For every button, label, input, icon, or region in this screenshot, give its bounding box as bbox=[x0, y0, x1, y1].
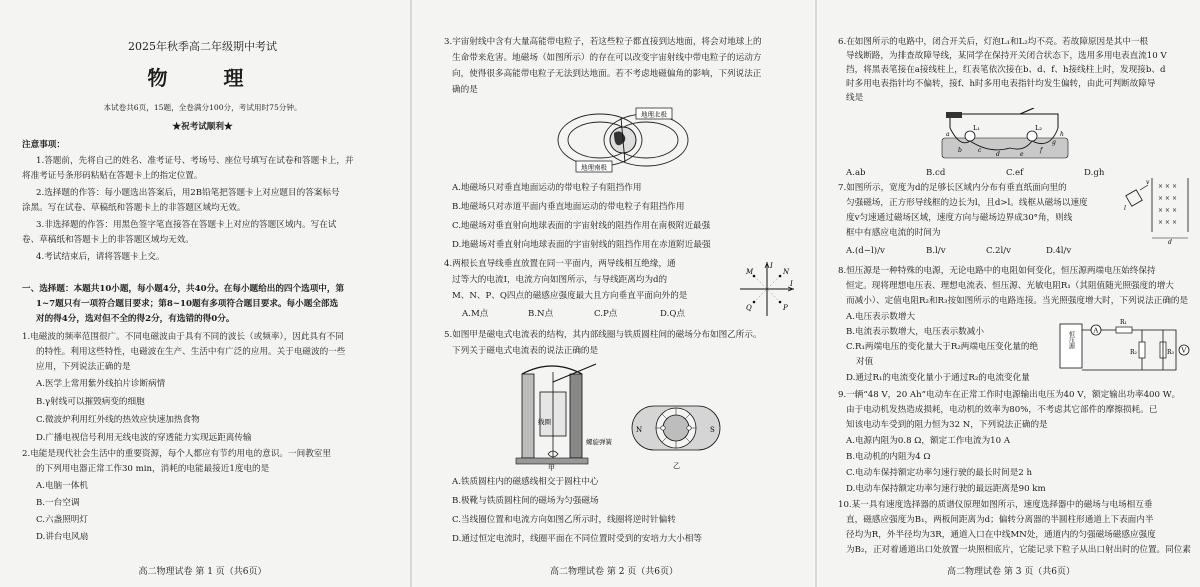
page-3-footer: 高二物理试卷 第 3 页（共6页） bbox=[946, 567, 1076, 577]
q5-option-d: D.通过恒定电流时，线圈平面在不同位置时受到的安培力大小相等 bbox=[452, 534, 702, 544]
q8-option-c-line1: C.R₁两端电压的变化量大于R₂两端电压变化量的绝 bbox=[846, 342, 1039, 352]
q3-stem-c: 向，使得很多高能带电粒子无法到达地面。若不考虑地磁偏角的影响，下列说法正 bbox=[452, 69, 762, 79]
label-q: Q bbox=[746, 304, 752, 312]
earth-magnetic-field-figure bbox=[548, 100, 698, 176]
q7-stem-b: 匀强磁场，正方形导线框的边长为l，且d>l。线框从磁场以速度 bbox=[846, 198, 1088, 208]
label-b: b bbox=[958, 147, 962, 154]
label-f: f bbox=[1040, 147, 1043, 154]
q7-option-c: C.2l/v bbox=[986, 246, 1011, 256]
label-g: g bbox=[1052, 139, 1056, 146]
q8-option-d: D.通过R₁的电流变化量小于通过R₂的电流变化量 bbox=[846, 373, 1030, 383]
switch-lever bbox=[1020, 108, 1034, 114]
resistor-r2 bbox=[1139, 342, 1145, 358]
q6-stem-e: 线是 bbox=[846, 93, 864, 103]
q9-stem-a: 9.一辆“48 V，20 Ah”电动车在正常工作时电源输出电压为40 V，额定输出功率400 W。 bbox=[838, 390, 1181, 400]
page-3 bbox=[822, 0, 1200, 587]
resistor-r1 bbox=[1116, 327, 1132, 333]
q2-option-c: C.六盏照明灯 bbox=[36, 515, 88, 525]
q7-option-a: A.(d−l)/v bbox=[846, 246, 885, 256]
south-pole-label: 地理南极 bbox=[581, 163, 607, 172]
spring-label: 螺旋弹簧 bbox=[586, 438, 612, 446]
voltmeter-label: V bbox=[1181, 346, 1187, 355]
q4-option-d: D.Q点 bbox=[660, 309, 685, 319]
exam-info: 本试卷共6页，15题，全卷满分100分，考试用时75分钟。 bbox=[103, 103, 302, 112]
subject-title: 物 理 bbox=[147, 66, 258, 90]
page-divider-2 bbox=[815, 0, 817, 587]
label-r3: R₃ bbox=[1167, 349, 1174, 356]
label-a: a bbox=[946, 131, 950, 138]
q4-option-a: A.M点 bbox=[462, 309, 489, 319]
q10-stem-b: 直，磁感应强度为B₁，两板间距离为d；偏转分离器的半圆柱形通道上下表面内半 bbox=[846, 515, 1154, 525]
north-pole-label: 地理北极 bbox=[641, 110, 667, 119]
q5-option-b: B.极靴与铁质圆柱间的磁场为匀强磁场 bbox=[452, 496, 599, 506]
label-h: h bbox=[1060, 131, 1064, 138]
q9-option-a: A.电源内阻为0.8 Ω，额定工作电流为10 A bbox=[846, 436, 1011, 446]
constant-voltage-circuit-figure bbox=[1056, 310, 1194, 380]
q8-stem-c: 而减小）、定值电阻R₂和R₃按如图所示的电路连接。当光照强度增大时，下列说法正确的是 bbox=[846, 296, 1189, 306]
square-frame bbox=[1126, 190, 1142, 206]
q6-option-c: C.ef bbox=[1006, 168, 1024, 178]
q8-stem-a: 8.恒压源是一种特殊的电源，无论电路中的电阻如何变化，恒压源两端电压始终保持 bbox=[838, 266, 1156, 276]
q7-stem-a: 7.如图所示，宽度为d的足够长区域内分布有垂直纸面向里的 bbox=[838, 183, 1067, 193]
q9-option-c: C.电动车保持额定功率匀速行驶的最长时间是2 h bbox=[846, 468, 1033, 478]
bulb-l2 bbox=[1027, 131, 1037, 141]
pole-n-label: N bbox=[636, 426, 643, 434]
figure-yi-label: 乙 bbox=[673, 462, 680, 470]
coil-side-right bbox=[687, 426, 691, 430]
q7-option-d: D.4l/v bbox=[1046, 246, 1072, 256]
q1-stem-a: 1.电磁波的频率范围很广。不同电磁波由于具有不同的波长（或频率），因此具有不同 bbox=[22, 332, 344, 342]
svg-text:×: × bbox=[1172, 183, 1178, 190]
q2-option-b: B.一台空调 bbox=[36, 498, 80, 508]
q1-option-b: B.γ射线可以摧毁病变的细胞 bbox=[36, 397, 145, 407]
page-divider-1 bbox=[410, 0, 412, 587]
q4-stem-a: 4.两根长直导线垂直放置在同一平面内，两导线相互绝缘，通 bbox=[444, 259, 676, 269]
q8-option-c-line2: 对值 bbox=[856, 357, 874, 367]
q9-option-d: D.电动车保持额定功率匀速行驶的最远距离是90 km bbox=[846, 484, 1046, 494]
q9-stem-b: 由于电动机发热造成损耗，电动机的效率为80%，不考虑其它部件的摩擦损耗。已 bbox=[846, 405, 1158, 415]
label-n: N bbox=[783, 268, 790, 276]
q9-stem-c: 知该电动车受到的阻力恒为32 N，下列说法正确的是 bbox=[846, 420, 1048, 430]
figure-jia-label: 甲 bbox=[548, 464, 555, 472]
label-l1: L₁ bbox=[973, 124, 980, 132]
bulb-l1 bbox=[965, 131, 975, 141]
q1-stem-b: 的特性。利用这些特性，电磁波在生产、生活中有广泛的应用。关于电磁波的一些 bbox=[36, 347, 346, 357]
q8-option-b: B.电流表示数增大，电压表示数减小 bbox=[846, 327, 984, 337]
notice-1a: 1.答题前，先将自己的姓名、准考证号、考场号、座位号填写在试卷和答题卡上，并 bbox=[36, 156, 354, 166]
point-q bbox=[753, 301, 756, 304]
q6-option-a: A.ab bbox=[846, 168, 866, 178]
q8-stem-b: 恒定。现将理想电压表、理想电流表、恒压源、光敏电阻R₁（其阻值随光照强度的增大 bbox=[846, 281, 1174, 291]
section-1-line-a: 一、选择题：本题共10小题，每小题4分，共40分。在每小题给出的四个选项中，第 bbox=[22, 284, 345, 294]
label-d: d bbox=[1168, 239, 1172, 244]
notice-4: 4.考试结束后，请将答题卡上交。 bbox=[36, 252, 165, 262]
q3-stem-b: 生命带来危害。地磁场（如图所示）的存在可以改变宇宙射线中带电粒子的运动方 bbox=[452, 53, 762, 63]
notice-2a: 2.选择题的作答：每小题选出答案后，用2B铅笔把答题卡上对应题目的答案标号 bbox=[36, 188, 340, 198]
magnet-left bbox=[522, 374, 534, 458]
coil-label: 线圈 bbox=[538, 418, 551, 426]
voltage-source-label: 恒压源 bbox=[1067, 331, 1075, 349]
svg-text:× ×: × × bbox=[1158, 183, 1170, 190]
q6-stem-b: 导线断路，为排查故障导线，某同学在保持开关闭合状态下，选用多用电表直流10 V bbox=[846, 51, 1167, 61]
q2-option-d: D.讲台电风扇 bbox=[36, 532, 89, 542]
two-wires-figure bbox=[736, 258, 798, 320]
q4-stem-c: M、N、P、Q四点的磁感应强度最大且方向垂直平面向外的是 bbox=[452, 291, 688, 301]
q3-option-c: C.地磁场对垂直射向地球表面的宇宙射线的阻挡作用在南极附近最强 bbox=[452, 221, 711, 231]
q4-option-c: C.P点 bbox=[594, 309, 618, 319]
label-i-horizontal: I bbox=[790, 280, 793, 288]
section-1-line-b: 1~7题只有一项符合题目要求；第8~10题有多项符合题目要求。每小题全部选 bbox=[36, 299, 339, 309]
label-v: v bbox=[1146, 179, 1150, 186]
q5-stem-b: 下列关于磁电式电流表的说法正确的是 bbox=[452, 346, 599, 356]
notice-2b: 涂黑。写在试卷、草稿纸和答题卡上的非答题区域均无效。 bbox=[22, 203, 246, 213]
q2-option-a: A.电脑一体机 bbox=[36, 481, 88, 491]
pole-s-label: S bbox=[710, 426, 715, 434]
label-d: d bbox=[996, 151, 1000, 158]
q3-stem-a: 3.宇宙射线中含有大量高能带电粒子，若这些粒子都直接到达地面，将会对地球上的 bbox=[444, 37, 762, 47]
label-r1: R₁ bbox=[1120, 319, 1127, 326]
q1-option-a: A.医学上常用紫外线拍片诊断病情 bbox=[36, 379, 166, 389]
q1-option-c: C.微波炉利用红外线的热效应快速加热食物 bbox=[36, 415, 200, 425]
field-crosses bbox=[1158, 183, 1177, 226]
q3-option-a: A.地磁场只对垂直地面运动的带电粒子有阻挡作用 bbox=[452, 183, 642, 193]
exam-title: 2025年秋季高二年级期中考试 bbox=[128, 40, 277, 53]
q10-stem-c: 径均为R，外半径均为3R，通道入口在中线MN处，通道内的匀强磁场磁感应强度 bbox=[846, 530, 1156, 540]
q2-stem-a: 2.电能是现代社会生活中的重要资源，每个人都应有节约用电的意识。一间教室里 bbox=[22, 449, 331, 459]
q3-stem-d: 确的是 bbox=[452, 85, 478, 95]
q3-option-d: D.地磁场对垂直射向地球表面的宇宙射线的阻挡作用在赤道附近最强 bbox=[452, 240, 711, 250]
radial-field-figure bbox=[626, 392, 726, 472]
galvanometer-structure-figure bbox=[508, 362, 618, 472]
q10-stem-d: 为B₂，正对着通道出口处放置一块照相底片，它能记录下粒子从出口射出时的位置。同位素 bbox=[846, 545, 1191, 555]
page-1 bbox=[0, 0, 405, 587]
svg-text:×: × bbox=[1172, 219, 1178, 226]
ammeter-label: A bbox=[1093, 326, 1099, 335]
notice-1b: 将准考证号条形码粘贴在答题卡上的指定位置。 bbox=[22, 171, 203, 181]
page-2-footer: 高二物理试卷 第 2 页（共6页） bbox=[549, 567, 679, 577]
label-r2: R₂ bbox=[1130, 349, 1137, 356]
notice-3a: 3.非选择题的作答：用黑色签字笔直接答在答题卡上对应的答题区域内。写在试 bbox=[36, 220, 337, 230]
q5-option-c: C.当线圈位置和电流方向如图乙所示时，线圈将逆时针偏转 bbox=[452, 515, 676, 525]
label-c: c bbox=[978, 147, 982, 154]
svg-text:× ×: × × bbox=[1158, 195, 1170, 202]
svg-text:× ×: × × bbox=[1158, 219, 1170, 226]
q5-option-a: A.铁质圆柱内的磁感线相交于圆柱中心 bbox=[452, 477, 599, 487]
q6-stem-c: 挡，将黑表笔接在a接线柱上，红表笔依次接在b、d、f、h接线柱上时，发现接b、d bbox=[846, 65, 1166, 75]
q5-stem-a: 5.如图甲是磁电式电流表的结构，其内部线圈与铁质圆柱间的磁场分布如图乙所示。 bbox=[444, 330, 762, 340]
svg-text:×: × bbox=[1172, 207, 1178, 214]
q10-stem-a: 10.某一具有速度选择器的质谱仪原理如图所示，速度选择器中的磁场与电场相互垂 bbox=[838, 500, 1153, 510]
notice-3b: 卷、草稿纸和答题卡上的非答题区域均无效。 bbox=[22, 235, 194, 245]
q4-option-b: B.N点 bbox=[528, 309, 554, 319]
q7-stem-d: 框中有感应电流的时间为 bbox=[846, 228, 941, 238]
two-bulb-circuit-figure bbox=[940, 108, 1070, 164]
q7-stem-c: 度v匀速通过磁场区域，速度方向与磁场边界成30°角，则线 bbox=[846, 213, 1073, 223]
label-i-vertical: I bbox=[770, 262, 773, 270]
q1-stem-c: 应用，下列说法正确的是 bbox=[36, 362, 131, 372]
label-l2: L₂ bbox=[1035, 124, 1042, 132]
magnet-top bbox=[522, 366, 582, 374]
q8-option-a: A.电压表示数增大 bbox=[846, 312, 916, 322]
coil-side-left bbox=[661, 426, 665, 430]
wish-line: ★祝考试顺利★ bbox=[172, 122, 233, 132]
page-2 bbox=[418, 0, 810, 587]
q7-option-b: B.l/v bbox=[926, 246, 946, 256]
q2-stem-b: 的下列用电器正常工作30 min，消耗的电能最接近1度电的是 bbox=[36, 464, 270, 474]
label-m: M bbox=[746, 268, 754, 276]
q4-stem-b: 过等大的电流I，电流方向如图所示，与导线距离均为d的 bbox=[452, 275, 668, 285]
label-l: l bbox=[1124, 205, 1126, 212]
point-n bbox=[779, 275, 782, 278]
magnet-right bbox=[570, 374, 582, 458]
notice-title: 注意事项： bbox=[22, 140, 65, 150]
svg-text:×: × bbox=[1172, 195, 1178, 202]
section-1-line-c: 对的得4分，选对但不全的得2分，有选错的得0分。 bbox=[36, 314, 235, 324]
svg-text:× ×: × × bbox=[1158, 207, 1170, 214]
label-p: P bbox=[783, 304, 788, 312]
q6-option-d: D.gh bbox=[1084, 168, 1105, 178]
battery bbox=[946, 112, 962, 118]
label-e: e bbox=[1020, 151, 1024, 158]
q9-option-b: B.电动机的内阻为4 Ω bbox=[846, 452, 931, 462]
q3-option-b: B.地磁场只对赤道平面内垂直地面运动的带电粒子有阻挡作用 bbox=[452, 202, 685, 212]
q6-stem-a: 6.在如图所示的电路中，闭合开关后，灯泡L₁和L₂均不亮。若故障原因是其中一根 bbox=[838, 37, 1149, 47]
q6-stem-d: 时多用电表指针均不偏转，接f、h时多用电表指针均发生偏转，由此可判断故障导 bbox=[846, 79, 1156, 89]
q1-option-d: D.广播电视信号利用无线电波的穿透能力实现远距离传输 bbox=[36, 433, 252, 443]
magnetic-region-figure bbox=[1122, 176, 1194, 244]
point-p bbox=[779, 301, 782, 304]
page-1-footer: 高二物理试卷 第 1 页（共6页） bbox=[138, 567, 267, 577]
q6-option-b: B.cd bbox=[926, 168, 946, 178]
